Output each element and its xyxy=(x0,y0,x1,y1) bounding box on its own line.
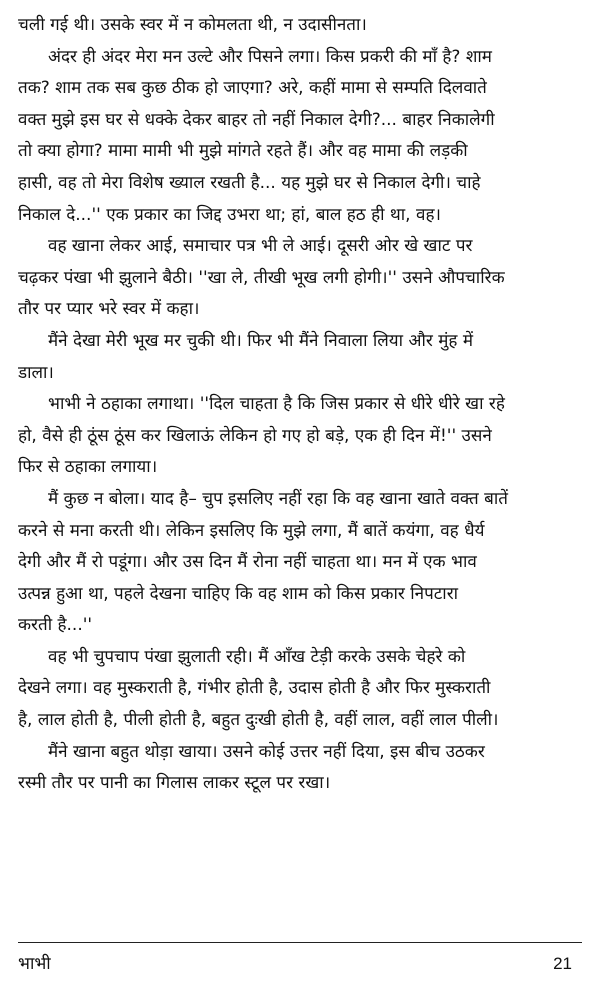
text-line: फिर से ठहाका लगाया। xyxy=(18,457,158,478)
text-line: वक्त मुझे इस घर से धक्के देकर बाहर तो नहीं निकाल देगी?... बाहर निकालेगी xyxy=(18,109,495,130)
text-line: तो क्या होगा? मामा मामी भी मुझे मांगते रहते हैं। और वह मामा की लड़की xyxy=(18,141,468,162)
text-line: वह खाना लेकर आई, समाचार पत्र भी ले आई। दूसरी ओर खे खाट पर xyxy=(48,236,473,257)
running-footer-title: भाभी xyxy=(18,954,51,974)
text-line: निकाल दे...'' एक प्रकार का जिद्द उभरा था; हां, बाल हठ ही था, वह। xyxy=(18,204,441,225)
text-line: चढ़कर पंखा भी झुलाने बैठी। ''खा ले, तीखी भूख लगी होगी।'' उसने औपचारिक xyxy=(18,267,505,288)
text-line: वह भी चुपचाप पंखा झुलाती रही। मैं आँख टेड़ी करके उसके चेहरे को xyxy=(48,646,466,667)
text-line: मैं कुछ न बोला। याद है– चुप इसलिए नहीं रहा कि वह खाना खाते वक्त बातें xyxy=(48,488,508,509)
text-line: देखने लगा। वह मुस्कराती है, गंभीर होती है, उदास होती है और फिर मुस्कराती xyxy=(18,678,491,699)
text-line: मैंने देखा मेरी भूख मर चुकी थी। फिर भी मैंने निवाला लिया और मुंह में xyxy=(48,330,473,351)
text-line: हासी, वह तो मेरा विशेष ख्याल रखती है... यह मुझे घर से निकाल देगी। चाहे xyxy=(18,172,481,193)
text-line: अंदर ही अंदर मेरा मन उल्टे और पिसने लगा। किस प्रकरी की माँ है? शाम xyxy=(48,46,492,67)
text-line: तक? शाम तक सब कुछ ठीक हो जाएगा? अरे, कहीं मामा से सम्पति दिलवाते xyxy=(18,78,487,99)
footer-divider xyxy=(18,942,582,943)
page-number: 21 xyxy=(553,954,572,973)
text-line: तौर पर प्यार भरे स्वर में कहा। xyxy=(18,299,200,320)
text-line: रस्मी तौर पर पानी का गिलास लाकर स्टूल पर रखा। xyxy=(18,773,331,794)
text-line: करती है...'' xyxy=(18,615,93,636)
text-line: हो, वैसे ही ठूंस ठूंस कर खिलाऊं लेकिन हो गए हो बड़े, एक ही दिन में!'' उसने xyxy=(18,425,492,446)
text-line: करने से मना करती थी। लेकिन इसलिए कि मुझे लगा, मैं बातें कयंगा, वह धैर्य xyxy=(18,520,485,541)
text-line: डाला। xyxy=(18,362,54,383)
text-line: चली गई थी। उसके स्वर में न कोमलता थी, न उदासीनता। xyxy=(18,15,367,35)
page-text-body xyxy=(18,10,584,800)
text-line: उत्पन्न हुआ था, पहले देखना चाहिए कि वह शाम को किस प्रकार निपटारा xyxy=(18,583,459,604)
text-line: भाभी ने ठहाका लगाथा। ''दिल चाहता है कि जिस प्रकार से धीरे धीरे खा रहे xyxy=(48,394,505,415)
text-line: देगी और मैं रो पडूंगा। और उस दिन मैं रोना नहीं चाहता था। मन में एक भाव xyxy=(18,552,477,573)
text-line: है, लाल होती है, पीली होती है, बहुत दुःखी होती है, वहीं लाल, वहीं लाल पीली। xyxy=(18,710,499,731)
text-line: मैंने खाना बहुत थोड़ा खाया। उसने कोई उत्तर नहीं दिया, इस बीच उठकर xyxy=(48,741,485,762)
